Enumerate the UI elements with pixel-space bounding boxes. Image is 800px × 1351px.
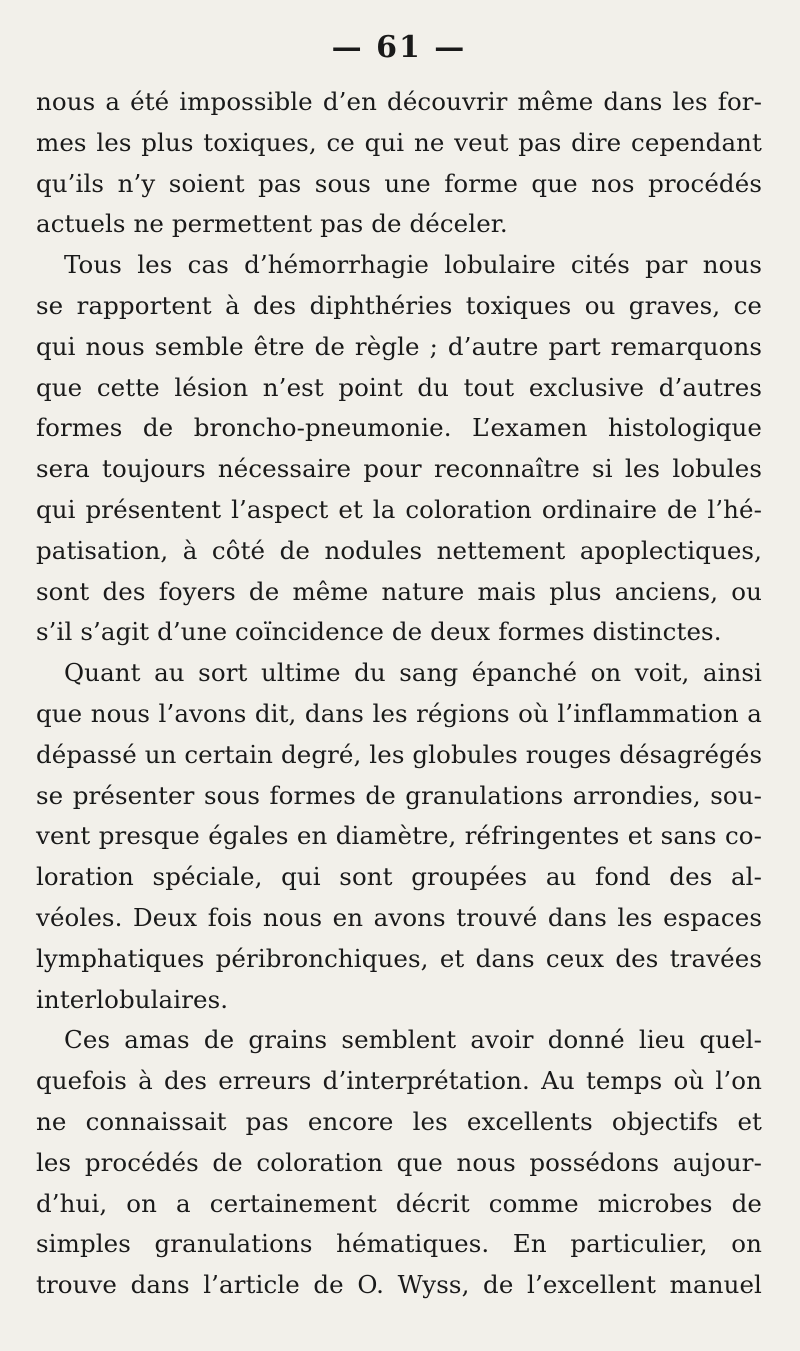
text-line: qui présentent l’aspect et la coloration ordinaire de l’hé- [36,494,762,524]
text-line: Quant au sort ultime du sang épanché on voit, ainsi [64,658,762,688]
text-line: vent presque égales en diamètre, réfringentes et sans co- [36,821,762,851]
text-line: les procédés de coloration que nous possédons aujour- [36,1147,762,1177]
text-line: loration spéciale, qui sont groupées au fond des al- [36,862,762,892]
paragraph-2 [36,245,762,653]
text-line: patisation, à côté de nodules nettement apoplectiques, [36,535,762,565]
text-line: simples granulations hématiques. En particulier, on [36,1229,762,1259]
text-line: mes les plus toxiques, ce qui ne veut pas dire cependant [36,127,762,157]
text-line: que nous l’avons dit, dans les régions où l’inflammation a [36,698,762,728]
text-line: s’il s’agit d’une coïncidence de deux formes distinctes. [36,617,722,647]
text-line: ne connaissait pas encore les excellents objectifs et [36,1106,762,1136]
text-line: véoles. Deux fois nous en avons trouvé dans les espaces [36,902,762,932]
text-line: se présenter sous formes de granulations arrondies, sou- [36,780,762,810]
text-line: interlobulaires. [36,984,229,1014]
text-line: formes de broncho-pneumonie. L’examen histologique [36,413,762,443]
text-line: qui nous semble être de règle ; d’autre part remarquons [36,331,762,361]
text-line: dépassé un certain degré, les globules rouges désagrégés [36,739,763,769]
text-line: nous a été impossible d’en découvrir même dans les for- [36,87,762,116]
text-line: qu’ils n’y soient pas sous une forme que nos procédés [36,168,762,198]
text-line: Ces amas de grains semblent avoir donné lieu quel- [64,1025,762,1055]
text-line: lymphatiques péribronchiques, et dans ceux des travées [36,943,762,973]
paragraph-1 [36,82,762,245]
page-number: — 61 — [331,30,467,65]
text-line: sera toujours nécessaire pour reconnaître si les lobules [36,454,762,484]
paragraph-3 [36,653,762,1020]
text-line: trouve dans l’article de O. Wyss, de l’excellent manuel [36,1270,762,1300]
paragraph-4 [36,1020,762,1306]
text-line: se rapportent à des diphthéries toxiques ou graves, ce [36,290,762,320]
text-line: quefois à des erreurs d’interprétation. Au temps où l’on [36,1066,762,1096]
text-line: Tous les cas d’hémorrhagie lobulaire cités par nous [64,250,762,280]
text-line: d’hui, on a certainement décrit comme microbes de [36,1188,762,1218]
text-line: sont des foyers de même nature mais plus anciens, ou [36,576,762,606]
text-line: que cette lésion n’est point du tout exclusive d’autres [36,372,762,402]
text-line: actuels ne permettent pas de déceler. [36,209,508,239]
